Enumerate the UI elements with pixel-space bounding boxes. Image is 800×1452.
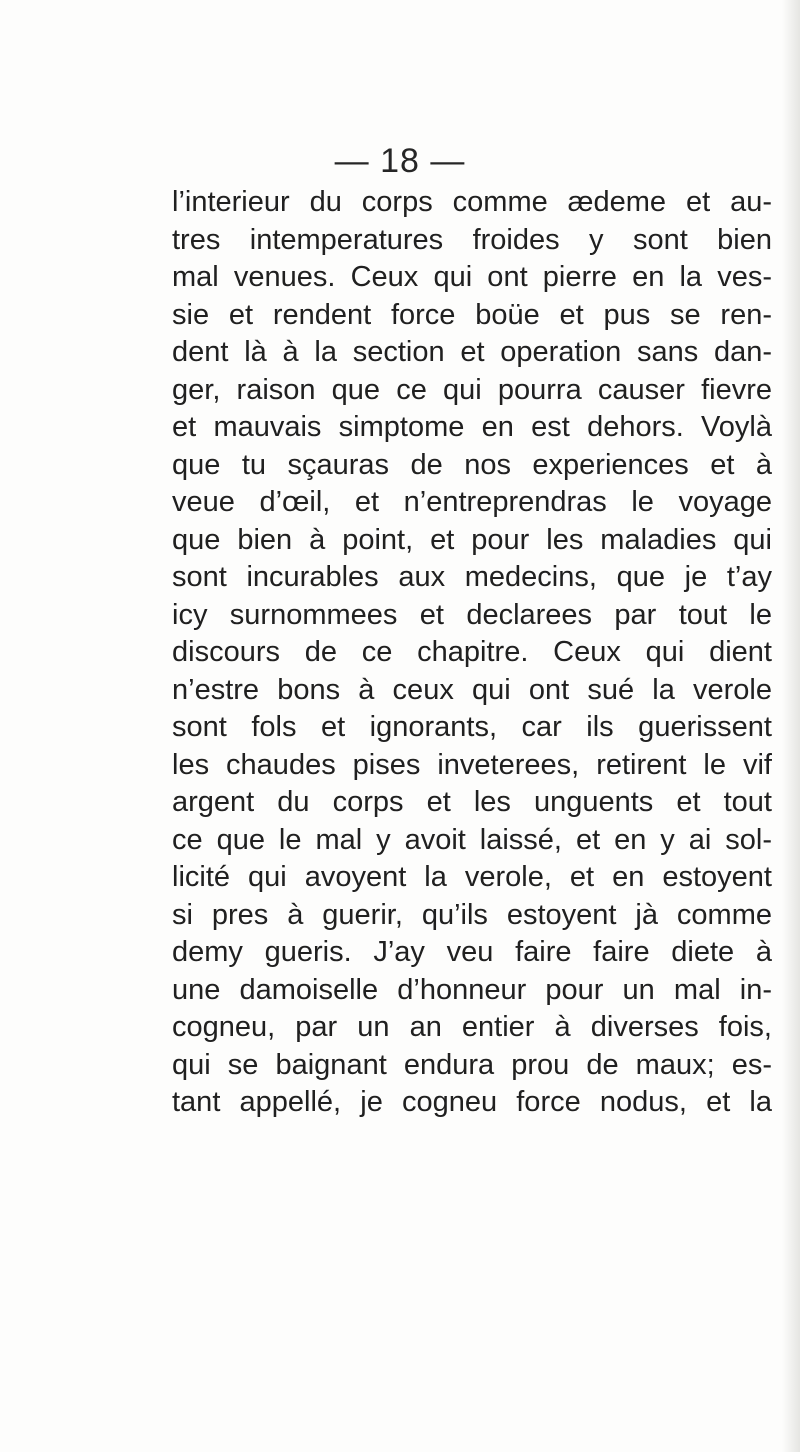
text-line: sont incurables aux medecins, que je t’ay xyxy=(172,561,772,593)
text-line: que tu sçauras de nos experiences et à xyxy=(172,448,772,481)
text-line: ger, raison que ce qui pourra causer fievre xyxy=(172,373,772,406)
text-line: qui se baignant endura prou de maux; es- xyxy=(172,1048,772,1081)
text-line: tant appellé, je cogneu force nodus, et la xyxy=(172,1086,772,1118)
text-line: mal venues. Ceux qui ont pierre en la ves- xyxy=(172,261,772,293)
text-line: et mauvais simptome en est dehors. Voylà xyxy=(172,411,772,443)
text-line: argent du corps et les unguents et tout xyxy=(172,786,772,818)
text-line: une damoiselle d’honneur pour un mal in- xyxy=(172,973,772,1006)
text-line: l’interieur du corps comme ædeme et au- xyxy=(172,186,772,218)
text-line: cogneu, par un an entier à diverses fois, xyxy=(172,1011,772,1043)
text-line: demy gueris. J’ay veu faire faire diete à xyxy=(172,936,772,968)
text-line: tres intemperatures froides y sont bien xyxy=(172,223,772,256)
text-line: sie et rendent force boüe et pus se ren- xyxy=(172,298,772,331)
text-line: icy surnommees et declarees par tout le xyxy=(172,598,772,631)
text-line: que bien à point, et pour les maladies qui xyxy=(172,523,772,556)
page-edge-shadow xyxy=(782,0,800,1452)
text-line: n’estre bons à ceux qui ont sué la verole xyxy=(172,673,772,706)
text-line: ce que le mal y avoit laissé, et en y ai sol- xyxy=(172,823,772,856)
text-line: sont fols et ignorants, car ils guerissent xyxy=(172,711,772,743)
page-number: — 18 — xyxy=(334,142,466,180)
text-line: si pres à guerir, qu’ils estoyent jà comme xyxy=(172,898,772,931)
text-line: licité qui avoyent la verole, et en estoyent xyxy=(172,861,772,893)
text-line: dent là à la section et operation sans dan- xyxy=(172,336,772,368)
text-line: les chaudes pises inveterees, retirent le vif xyxy=(172,748,772,781)
text-line: veue d’œil, et n’entreprendras le voyage xyxy=(172,486,772,518)
body-text xyxy=(172,184,772,1122)
text-line: discours de ce chapitre. Ceux qui dient xyxy=(172,636,772,668)
